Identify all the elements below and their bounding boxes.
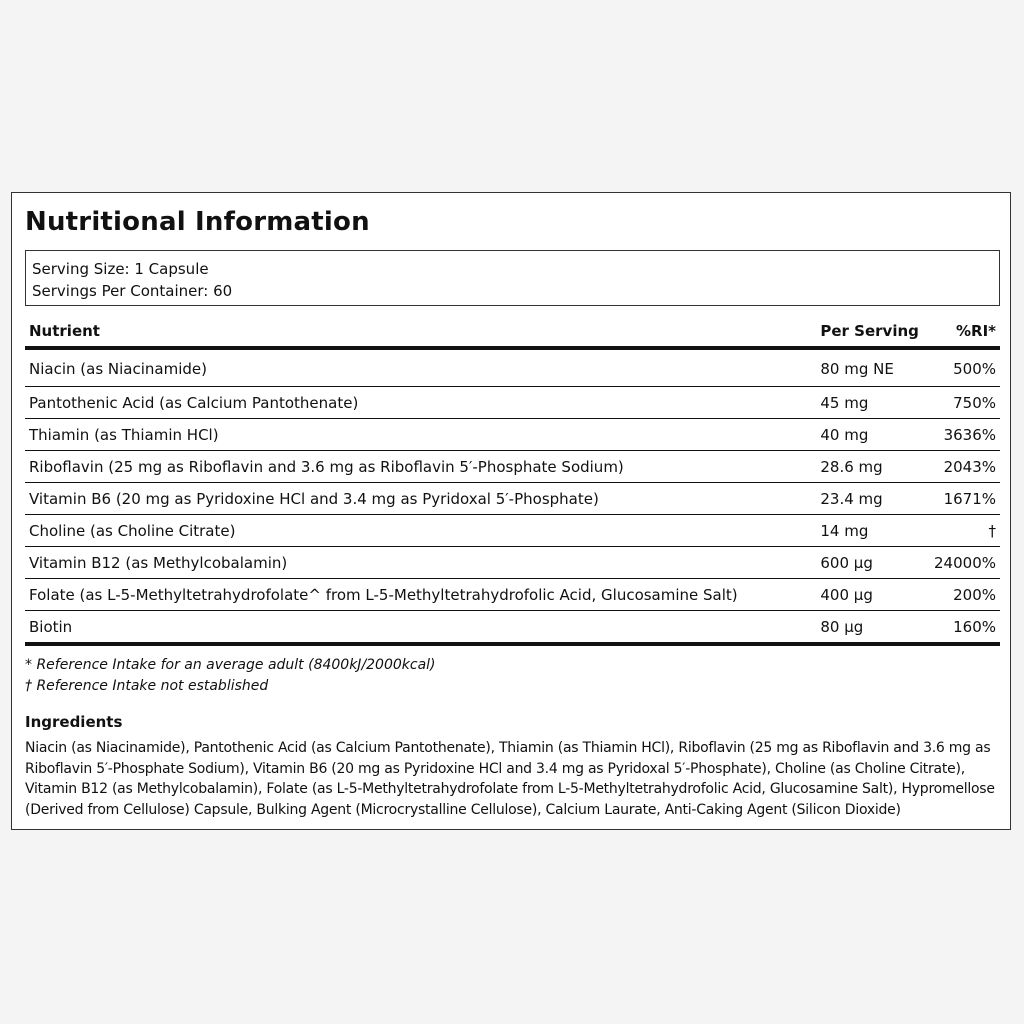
table-row xyxy=(25,483,1000,515)
footnote-dagger: † Reference Intake not established xyxy=(25,678,269,694)
nutrient-amount: 600 µg xyxy=(816,547,930,579)
nutrient-name: Choline (as Choline Citrate) xyxy=(25,515,816,547)
header-ri: %RI* xyxy=(930,316,1000,348)
nutrient-ri: 750% xyxy=(930,387,1000,419)
table-row xyxy=(25,387,1000,419)
nutrient-table xyxy=(25,316,1000,646)
nutrient-ri: 3636% xyxy=(930,419,1000,451)
ingredients-text: Niacin (as Niacinamide), Pantothenic Acid (as Calcium Pantothenate), Thiamin (as Thiamin HCl), Riboflavin (25 mg as Riboflavin and 3.6 mg as Riboflavin 5′-Phosphate Sodium), Vitamin B6 (20 mg as Pyridoxine HCl and 3.4 mg as Pyridoxal 5′-Phosphate), Choline (as Choline Citrate), Vitamin B12 (as Methylcobalamin), Folate (as L-5-Methyltetrahydrofolate from L-5-Methyltetrahydrofolic Acid, Glucosamine Salt), Hypromellose (Derived from Cellulose) Capsule, Bulking Agent (Microcrystalline Cellulose), Calcium Laurate, Anti-Caking Agent (Silicon Dioxide) xyxy=(25,740,995,818)
table-row xyxy=(25,547,1000,579)
nutrient-name: Riboflavin (25 mg as Riboflavin and 3.6 mg as Riboflavin 5′-Phosphate Sodium) xyxy=(25,451,816,483)
footnotes xyxy=(25,655,436,697)
page-title: Nutritional Information xyxy=(25,207,370,237)
nutrient-amount: 400 µg xyxy=(816,579,930,611)
nutrient-name: Thiamin (as Thiamin HCl) xyxy=(25,419,816,451)
nutrient-amount: 80 µg xyxy=(816,611,930,645)
table-header-row xyxy=(25,316,1000,348)
nutrient-ri: 24000% xyxy=(930,547,1000,579)
table-row xyxy=(25,579,1000,611)
nutrient-amount: 28.6 mg xyxy=(816,451,930,483)
nutrient-ri: 1671% xyxy=(930,483,1000,515)
nutrient-amount: 14 mg xyxy=(816,515,930,547)
nutrient-name: Vitamin B6 (20 mg as Pyridoxine HCl and 3.4 mg as Pyridoxal 5′-Phosphate) xyxy=(25,483,816,515)
nutrition-panel xyxy=(11,192,1011,830)
serving-size: Serving Size: 1 Capsule xyxy=(32,260,209,278)
nutrient-ri: 2043% xyxy=(930,451,1000,483)
nutrient-name: Biotin xyxy=(25,611,816,645)
nutrient-amount: 40 mg xyxy=(816,419,930,451)
nutrient-name: Vitamin B12 (as Methylcobalamin) xyxy=(25,547,816,579)
nutrient-amount: 23.4 mg xyxy=(816,483,930,515)
table-row xyxy=(25,348,1000,387)
nutrient-ri: 500% xyxy=(930,348,1000,387)
footnote-ri: * Reference Intake for an average adult (8400kJ/2000kcal) xyxy=(25,657,436,673)
servings-per-container: Servings Per Container: 60 xyxy=(32,282,233,300)
nutrient-ri: 160% xyxy=(930,611,1000,645)
nutrient-ri: † xyxy=(930,515,1000,547)
nutrient-name: Pantothenic Acid (as Calcium Pantothenate) xyxy=(25,387,816,419)
nutrient-name: Niacin (as Niacinamide) xyxy=(25,348,816,387)
table-row xyxy=(25,611,1000,645)
nutrient-ri: 200% xyxy=(930,579,1000,611)
table-row xyxy=(25,419,1000,451)
nutrient-amount: 45 mg xyxy=(816,387,930,419)
header-per-serving: Per Serving xyxy=(816,316,930,348)
header-nutrient: Nutrient xyxy=(25,316,816,348)
nutrient-amount: 80 mg NE xyxy=(816,348,930,387)
ingredients-heading: Ingredients xyxy=(25,713,123,731)
nutrient-name: Folate (as L-5-Methyltetrahydrofolate^ from L-5-Methyltetrahydrofolic Acid, Glucosamine Salt) xyxy=(25,579,816,611)
table-row xyxy=(25,451,1000,483)
serving-info-box xyxy=(25,250,1000,306)
table-row xyxy=(25,515,1000,547)
